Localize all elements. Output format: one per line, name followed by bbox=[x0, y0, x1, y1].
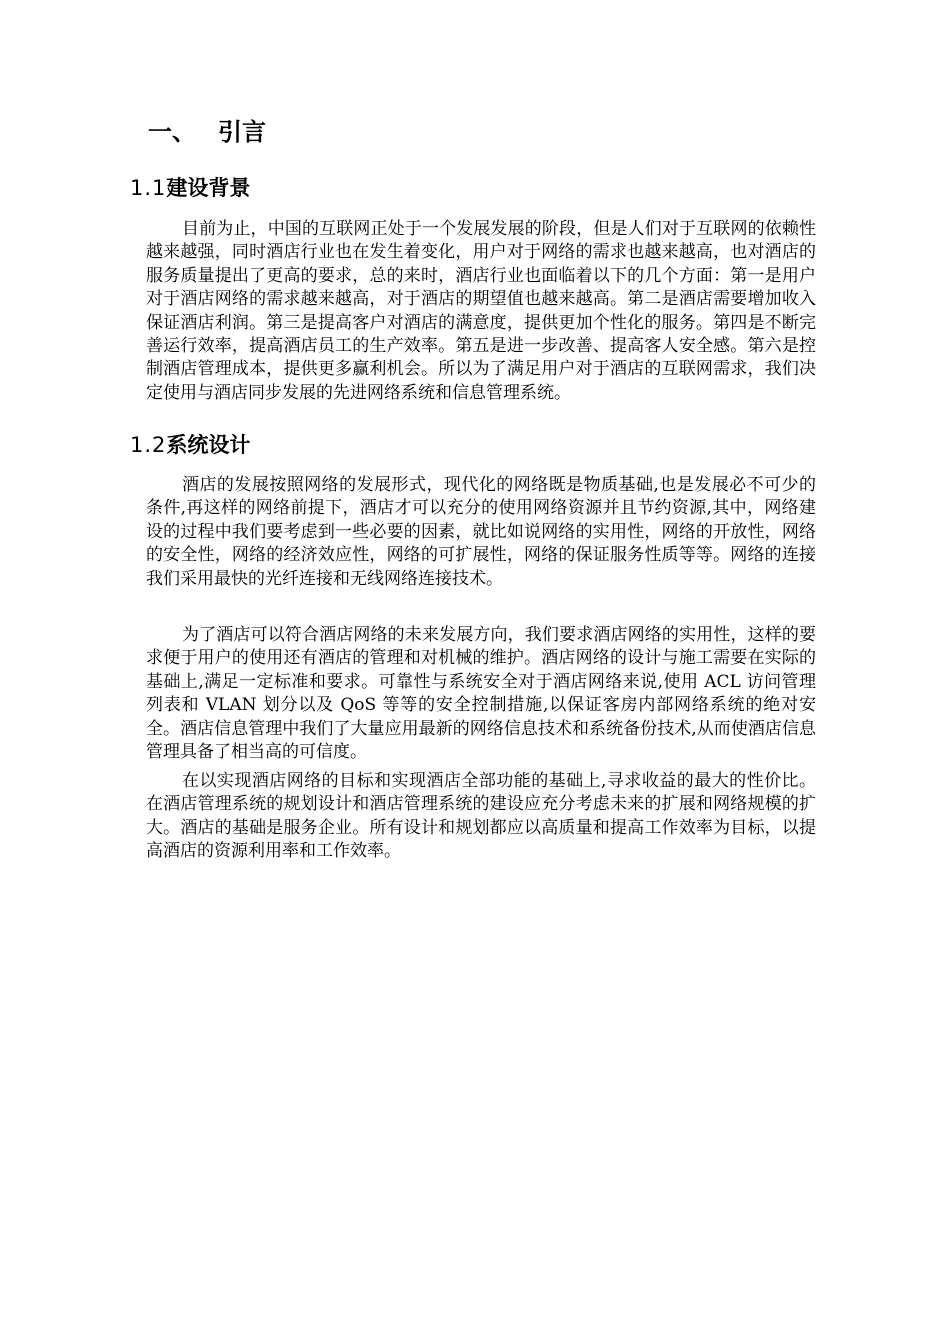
paragraph-system-design-1: 酒店的发展按照网络的发展形式，现代化的网络既是物质基础,也是发展必不可少的条件,再这样的网络前提下，酒店才可以充分的使用网络资源并且节约资源,其中，网络建设的过程中我们要考虑到一些必要的因素，就比如说网络的实用性，网络的开放性，网络的安全性，网络的经济效应性，网络的可扩展性，网络的保证服务性质等等。网络的连接我们采用最快的光纤连接和无线网络连接技术。 bbox=[146, 475, 816, 589]
chapter-heading bbox=[148, 112, 266, 152]
section-title: 建设背景 bbox=[166, 176, 251, 200]
section-title: 系统设计 bbox=[166, 433, 251, 457]
chapter-title: 引言 bbox=[218, 118, 266, 146]
chapter-number: 一、 bbox=[148, 118, 196, 146]
section-heading-system-design bbox=[130, 429, 250, 461]
section-heading-background bbox=[130, 172, 250, 204]
paragraph-background: 目前为止，中国的互联网正处于一个发展发展的阶段，但是人们对于互联网的依赖性越来越强，同时酒店行业也在发生着变化，用户对于网络的需求也越来越高，也对酒店的服务质量提出了更高的要求，总的来时，酒店行业也面临着以下的几个方面：第一是用户对于酒店网络的需求越来越高，对于酒店的期望值也越来越高。第二是酒店需要增加收入 保证酒店利润。第三是提高客户对酒店的满意度，提供更加个性化的服务。第四是不断完善运行效率，提高酒店员工的生产效率。第五是进一步改善、提高客人安全感。第六是控制酒店管理成本，提供更多赢利机会。所以为了满足用户对于酒店的互联网需求，我们决定使用与酒店同步发展的先进网络系统和信息管理系统。 bbox=[146, 219, 816, 403]
section-number: 1.2 bbox=[130, 433, 167, 457]
paragraph-system-design-2: 为了酒店可以符合酒店网络的未来发展方向，我们要求酒店网络的实用性，这样的要求便于用户的使用还有酒店的管理和对机械的维护。酒店网络的设计与施工需要在实际的基础上,满足一定标准和要求。可靠性与系统安全对于酒店网络来说,使用 ACL 访问管理列表和 VLAN 划分以及 QoS 等等的安全控制措施,以保证客房内部网络系统的绝对安全。酒店信息管理中我们了大量应用最新的网络信息技术和系统备份技术,从而使酒店信息管理具备了相当高的可信度。 bbox=[146, 625, 816, 763]
paragraph-system-design-3: 在以实现酒店网络的目标和实现酒店全部功能的基础上,寻求收益的最大的性价比。在酒店管理系统的规划设计和酒店管理系统的建设应充分考虑未来的扩展和网络规模的扩大。酒店的基础是服务企业。所有设计和规划都应以高质量和提高工作效率为目标，以提高酒店的资源利用率和工作效率。 bbox=[146, 771, 816, 862]
section-number: 1.1 bbox=[130, 176, 167, 200]
